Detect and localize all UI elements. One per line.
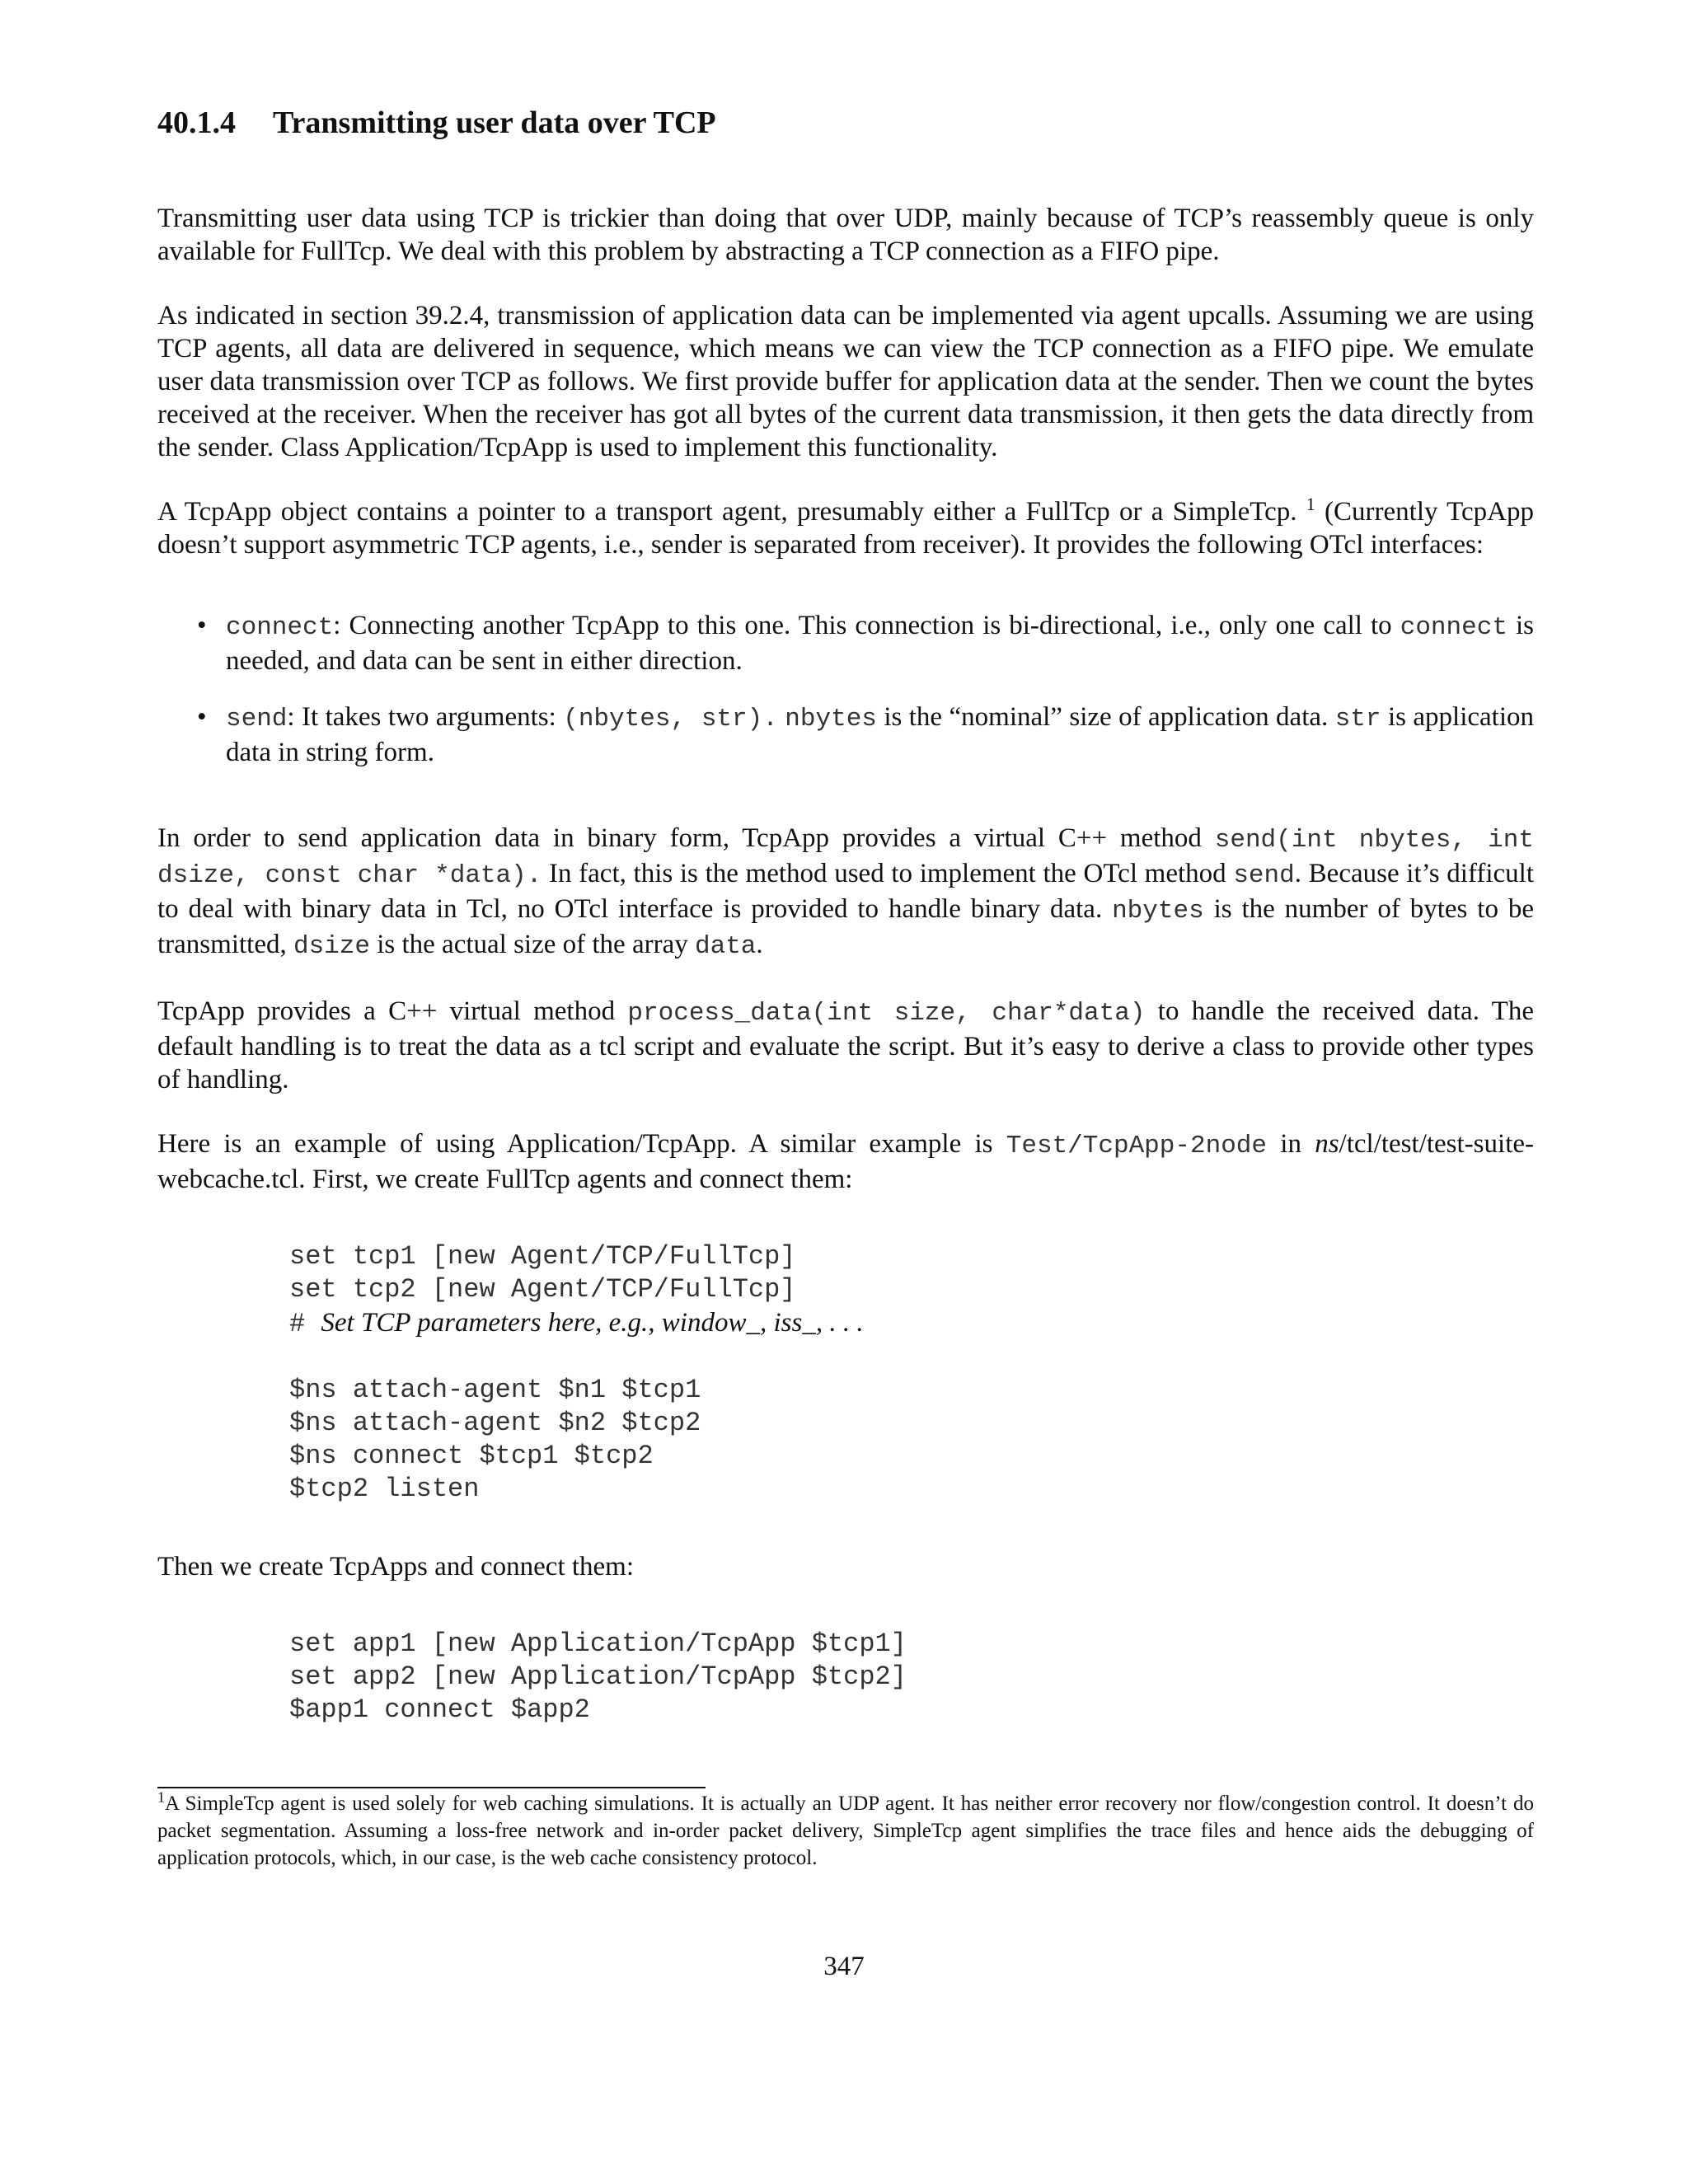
paragraph-text: TcpApp provides a C++ virtual method — [157, 996, 628, 1026]
code-blank-line — [289, 1341, 1534, 1374]
inline-code: send(int nbytes, int dsize, const char *data). — [157, 826, 1534, 890]
inline-code: data — [694, 932, 757, 961]
footnote-reference: 1 — [1306, 494, 1315, 514]
list-item-text: : It takes two arguments: — [287, 702, 564, 732]
list-item-text: is the “nominal” size of application data. — [876, 702, 1335, 732]
inline-code: str — [1334, 705, 1381, 733]
inline-code: nbytes — [1112, 897, 1204, 926]
paragraph-binary-send — [157, 822, 1534, 963]
bullet-icon: • — [197, 611, 207, 640]
inline-code: nbytes — [785, 705, 877, 733]
paragraph-text: . — [756, 930, 763, 959]
code-line: $ns attach-agent $n1 $tcp1 — [289, 1375, 701, 1405]
list-item-connect — [157, 609, 1534, 677]
paragraph-example — [157, 1127, 1534, 1196]
inline-code: process_data(int size, char*data) — [627, 999, 1146, 1028]
inline-code: connect — [1400, 613, 1507, 642]
code-line: set app1 [new Application/TcpApp $tcp1] — [289, 1629, 907, 1659]
comment-text: Set TCP parameters here, e.g., window_, iss_, . . . — [321, 1308, 864, 1338]
paragraph-upcalls: As indicated in section 39.2.4, transmission of application data can be implemented via agent upcalls. Assuming we are using TCP agents, all data are delivered in sequence, which means we can view the TCP connection as a FIFO pipe. We emulate user data transmission over TCP as follows. We first provide buffer for application data at the sender. Then we count the bytes received at the receiver. When the receiver has got all bytes of the current data transmission, it then gets the data directly from the sender. Class Application/TcpApp is used to implement this functionality. — [157, 301, 1534, 462]
code-line: $ns attach-agent $n2 $tcp2 — [289, 1408, 701, 1438]
paragraph-text: A TcpApp object contains a pointer to a transport agent, presumably either a FullTcp or a SimpleTcp. — [157, 497, 1297, 527]
paragraph-text: In fact, this is the method used to implement the OTcl method — [542, 859, 1234, 888]
comment-hash: # — [289, 1309, 321, 1339]
code-line: set tcp2 [new Agent/TCP/FullTcp] — [289, 1274, 796, 1305]
section-title: Transmitting user data over TCP — [273, 105, 716, 140]
page-number: 347 — [823, 1952, 865, 1981]
list-item-text: : Connecting another TcpApp to this one. This connection is bi-directional, i.e., only one call to — [333, 611, 1400, 640]
paragraph-process-data — [157, 995, 1534, 1096]
footnote-divider — [157, 1787, 706, 1788]
code-line: $tcp2 listen — [289, 1474, 480, 1504]
paragraph-text: to handle the received data. The default handling is to treat the data as a tcl script and evaluate the script. But it’s easy to derive a class to provide other types of handling. — [157, 996, 1534, 1094]
paragraph-text: (Currently TcpApp doesn’t support asymmetric TCP agents, i.e., sender is separated from receiver). It provides the following OTcl interfaces: — [157, 497, 1535, 560]
footnote — [157, 1790, 1534, 1872]
paragraph-text: /tcl/test/test-suite-webcache.tcl. First, we create FullTcp agents and connect them: — [157, 1129, 1534, 1194]
section-number: 40.1.4 — [157, 105, 236, 140]
list-item-send — [157, 701, 1534, 769]
inline-code: (nbytes, str). — [563, 705, 778, 733]
paragraph-text: Here is an example of using Application/TcpApp. A similar example is — [157, 1129, 1006, 1159]
paragraph-intro: Transmitting user data using TCP is trickier than doing that over UDP, mainly because of TCP’s reassembly queue is only available for FullTcp. We deal with this problem by abstracting a TCP connection as a FIFO pipe. — [157, 204, 1534, 266]
paragraph-text: in — [1267, 1129, 1315, 1159]
code-block-tcpapp — [289, 1628, 1534, 1727]
bullet-icon: • — [197, 702, 207, 732]
paragraph-create-tcpapps: Then we create TcpApps and connect them: — [157, 1552, 635, 1582]
inline-code: dsize — [293, 932, 370, 961]
paragraph-text: is the actual size of the array — [369, 930, 695, 959]
footnote-text: A SimpleTcp agent is used solely for web caching simulations. It is actually an UDP agent. It has neither error recovery nor flow/congestion control. It doesn’t do packet segmentation. Assuming a loss-free network and in-order packet delivery, SimpleTcp agent simplifies the trace files and hence aids the debugging of application protocols, which, in our case, is the web cache consistency protocol. — [157, 1793, 1534, 1869]
paragraph-text: is the number of bytes to be transmitted, — [157, 894, 1534, 959]
code-line: set tcp1 [new Agent/TCP/FullTcp] — [289, 1241, 796, 1272]
footnote-mark: 1 — [157, 1788, 165, 1806]
list-item-text: is application data in string form. — [226, 702, 1534, 767]
inline-code: Test/TcpApp-2node — [1006, 1132, 1268, 1160]
paragraph-text: In order to send application data in binary form, TcpApp provides a virtual C++ method — [157, 823, 1215, 853]
code-block-fulltcp — [289, 1240, 1534, 1506]
code-line-comment — [289, 1306, 1534, 1341]
section-heading — [157, 103, 1534, 143]
inline-code: send — [1233, 861, 1295, 890]
otcl-interface-list — [157, 609, 1534, 769]
paragraph-text: . Because it’s difficult to deal with binary data in Tcl, no OTcl interface is provided to handle binary data. — [157, 859, 1534, 924]
page-content — [157, 103, 1534, 1727]
inline-code: connect — [226, 613, 334, 642]
inline-code: send — [226, 705, 288, 733]
code-line: set app2 [new Application/TcpApp $tcp2] — [289, 1661, 907, 1692]
code-line: $app1 connect $app2 — [289, 1694, 590, 1725]
paragraph-tcpapp-object — [157, 495, 1534, 561]
code-line: $ns connect $tcp1 $tcp2 — [289, 1441, 654, 1471]
list-item-text: is needed, and data can be sent in either direction. — [226, 611, 1535, 676]
italic-text: ns — [1315, 1129, 1339, 1159]
